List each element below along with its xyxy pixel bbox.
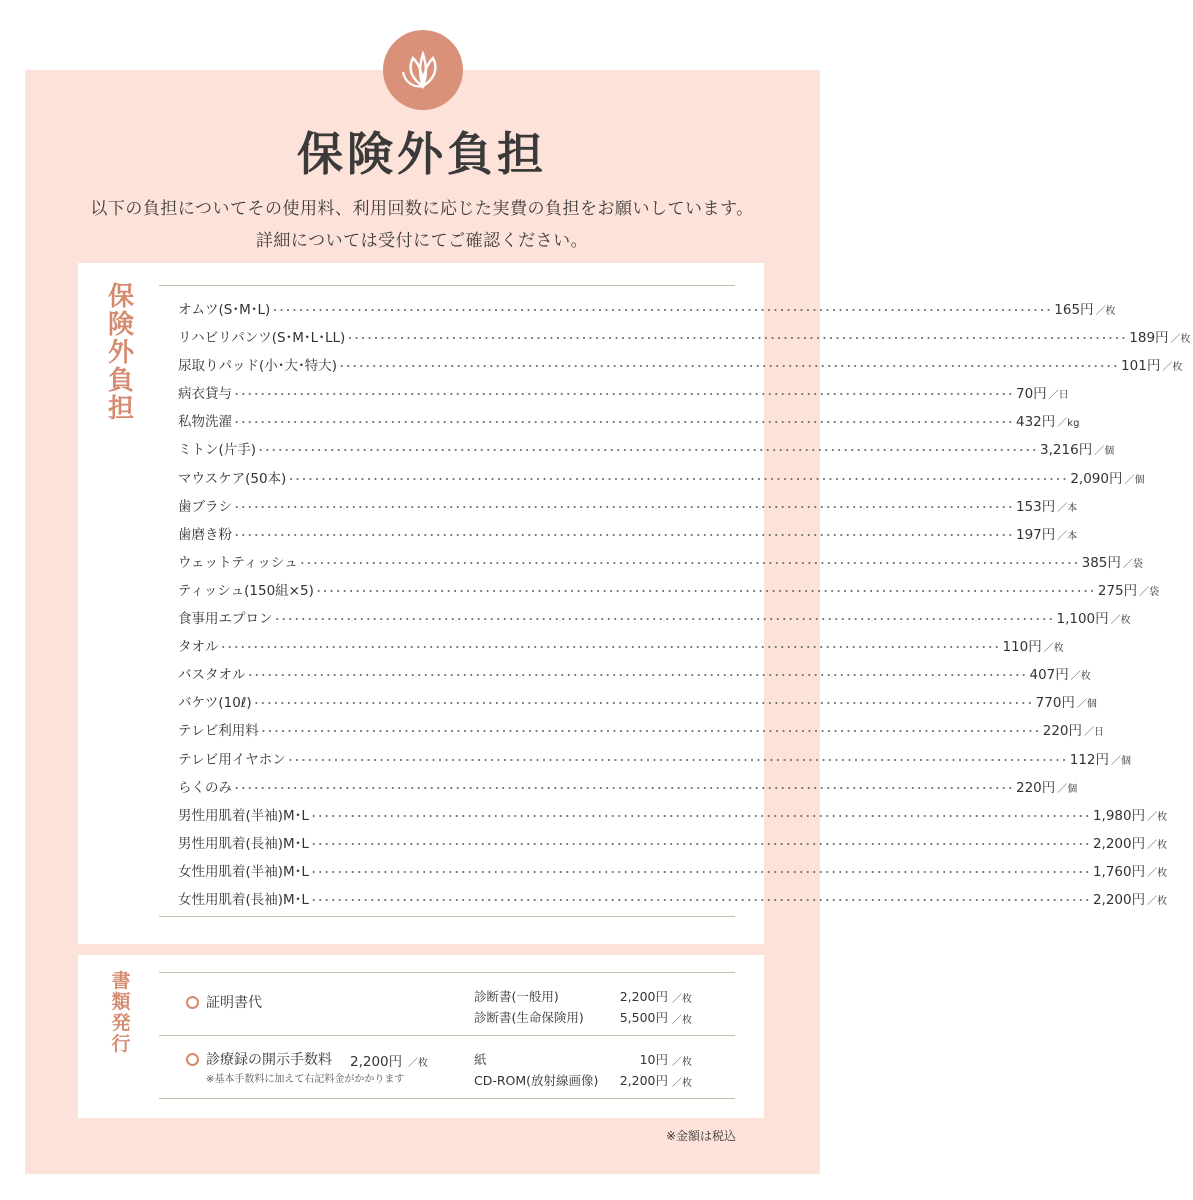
doc-price: 2,200円	[619, 989, 668, 1004]
divider-top	[159, 285, 735, 286]
dot-leader: ････････････････････････････････････････････････････････････････････････････････････････････････････････････････････････	[258, 444, 1039, 458]
item-price: 1,980円	[1092, 807, 1146, 824]
intro-text-line1: 以下の負担についてその使用料、利用回数に応じた実費の負担をお願いしています。	[90, 199, 754, 219]
section-label-vertical	[106, 971, 136, 1055]
item-name: テレビ利用料	[178, 723, 259, 740]
price-row	[178, 579, 1160, 607]
label-char: 類	[111, 991, 131, 1013]
item-price: 2,200円	[1092, 835, 1146, 852]
label-char: 負	[107, 366, 134, 396]
doc-unit: ／枚	[672, 1015, 692, 1026]
price-row	[178, 888, 1168, 916]
price-row	[178, 298, 1116, 326]
item-name: ミトン(片手)	[178, 442, 257, 459]
ring-bullet-icon	[186, 1053, 199, 1066]
dot-leader: ････････････････････････････････････････････････････････････････････････････････････････････････････････････････････････	[347, 332, 1128, 346]
doc-name: 診断書(生命保険用)	[474, 1010, 584, 1025]
doc-unit: ／枚	[672, 994, 692, 1005]
item-unit: ／枚	[1070, 671, 1091, 683]
item-price: 2,200円	[1092, 891, 1146, 908]
doc-unit: ／枚	[672, 1078, 692, 1089]
item-unit: ／本	[1057, 530, 1078, 542]
item-name: 尿取りパッド(小･大･特大)	[178, 358, 338, 375]
item-price: 432円	[1016, 414, 1056, 431]
dot-leader: ････････････････････････････････････････････････････････････････････････････････････････････････････････････････････････	[288, 472, 1069, 486]
item-unit: ／日	[1048, 390, 1069, 402]
price-row	[178, 607, 1131, 635]
item-price: 2,090円	[1070, 470, 1123, 487]
price-row	[178, 776, 1078, 804]
dot-leader: ････････････････････････････････････････････････････････････････････････････････････････････････････････････････････････	[272, 304, 1053, 317]
item-unit: ／枚	[1147, 811, 1168, 823]
price-row	[178, 804, 1168, 832]
item-price: 189円	[1129, 330, 1169, 347]
dot-leader: ････････････････････････････････････････････････････････････････････････････････････････････････････････････････････････	[339, 360, 1120, 374]
document-fee-card	[78, 955, 764, 1118]
item-price: 220円	[1016, 779, 1056, 796]
item-name: 男性用肌着(半袖)M･L	[178, 807, 309, 824]
dot-leader: ････････････････････････････････････････････････････････････････････････････････････････････････････････････････････････	[234, 388, 1014, 402]
item-unit: ／袋	[1139, 586, 1160, 598]
dot-leader: ････････････････････････････････････････････････････････････････････････････････････････････････････････････････････････	[315, 584, 1096, 598]
dot-leader: ････････････････････････････････････････････････････････････････････････････････････････････････････････････････････････	[310, 837, 1091, 851]
price-row	[178, 382, 1069, 410]
dot-leader: ････････････････････････････････････････････････････････････････････････････････････････････････････････････････････････	[310, 809, 1091, 823]
item-unit: ／袋	[1122, 558, 1143, 570]
price-row	[178, 832, 1168, 860]
item-unit: ／個	[1094, 446, 1115, 458]
item-name: ティッシュ(150組×5)	[178, 582, 314, 599]
dot-leader: ････････････････････････････････････････････････････････････････････････････････････････････････････････････････････････	[287, 753, 1068, 767]
doc-name: 診断書(一般用)	[474, 989, 559, 1004]
price-row	[178, 354, 1183, 382]
item-price: 153円	[1016, 498, 1056, 515]
item-price: 1,760円	[1092, 863, 1146, 880]
divider-bottom	[159, 1098, 735, 1099]
item-name: 女性用肌着(半袖)M･L	[178, 863, 309, 880]
certificate-title: 証明書代	[206, 995, 262, 1011]
doc-price: 2,200円	[619, 1073, 668, 1088]
intro-text-line2: 詳細については受付にてご確認ください。	[255, 231, 589, 251]
item-price: 275円	[1097, 582, 1138, 599]
item-unit: ／枚	[1170, 334, 1191, 346]
doc-unit: ／枚	[672, 1057, 692, 1068]
item-name: タオル	[178, 639, 219, 656]
item-unit: ／枚	[1147, 895, 1168, 907]
item-price: 3,216円	[1040, 442, 1093, 459]
dot-leader: ････････････････････････････････････････････････････････････････････････････････････････････････････････････････････････	[234, 528, 1014, 542]
item-price: 197円	[1016, 526, 1056, 543]
item-price: 110円	[1002, 639, 1042, 656]
dot-leader: ････････････････････････････････････････････････････････････････････････････････････････････････････････････････････････	[310, 893, 1091, 907]
label-char: 保	[107, 282, 134, 312]
item-name: 男性用肌着(長袖)M･L	[178, 835, 309, 852]
item-unit: ／日	[1084, 727, 1105, 739]
label-char: 書	[111, 970, 131, 992]
doc-name: CD-ROM(放射線画像)	[474, 1073, 599, 1088]
doc-price: 10円	[639, 1052, 668, 1067]
item-price: 385円	[1081, 554, 1121, 571]
item-name: ウェットティッシュ	[178, 554, 298, 571]
label-char: 行	[111, 1033, 131, 1055]
item-name: 食事用エプロン	[178, 611, 273, 628]
dot-leader: ････････････････････････････････････････････････････････････････････････････････････････････････････････････････････････	[310, 865, 1091, 879]
price-row	[178, 663, 1091, 691]
price-row	[178, 748, 1132, 776]
item-unit: ／kg	[1057, 418, 1080, 430]
item-name: テレビ用イヤホン	[178, 751, 286, 768]
item-price: 407円	[1029, 667, 1069, 684]
label-char: 担	[107, 394, 134, 424]
item-unit: ／枚	[1147, 839, 1168, 851]
price-row	[178, 410, 1080, 438]
dot-leader: ････････････････････････････････････････････････････････････････････････････････････････････････････････････････････････	[260, 725, 1041, 739]
item-unit: ／個	[1057, 783, 1078, 795]
price-row	[178, 495, 1078, 523]
divider-middle	[159, 1035, 735, 1036]
price-row	[178, 691, 1097, 719]
item-price: 70円	[1016, 386, 1047, 403]
doc-price: 5,500円	[619, 1010, 668, 1025]
price-row	[178, 326, 1191, 354]
item-name: 歯ブラシ	[178, 498, 232, 515]
dot-leader: ････････････････････････････････････････････････････････････････････････････････････････････････････････････････････････	[234, 781, 1014, 795]
records-title: 診療録の開示手数料	[206, 1052, 332, 1068]
item-name: マウスケア(50本)	[178, 470, 287, 487]
price-row	[178, 438, 1115, 466]
price-row	[178, 635, 1064, 663]
page-title: 保険外負担	[297, 127, 547, 181]
item-price: 1,100円	[1056, 611, 1109, 628]
price-row	[178, 860, 1168, 888]
records-fee-unit: ／枚	[408, 1058, 428, 1069]
price-list	[178, 298, 1191, 916]
records-note: ※基本手数料に加えて右記料金がかかります	[206, 1074, 405, 1085]
section-label-vertical	[106, 283, 136, 423]
item-name: リハビリパンツ(S･M･L･LL)	[178, 330, 346, 347]
item-name: 女性用肌着(長袖)M･L	[178, 891, 309, 908]
dot-leader: ････････････････････････････････････････････････････････････････････････････････････････････････････････････････････････	[247, 669, 1028, 683]
lotus-logo-icon	[383, 30, 463, 110]
item-unit: ／個	[1076, 699, 1097, 711]
divider-top	[159, 972, 735, 973]
dot-leader: ････････････････････････････････････････････････････････････････････････････････････････････････････････････････････････	[299, 556, 1080, 570]
item-name: バスタオル	[178, 667, 246, 684]
price-row	[178, 523, 1078, 551]
item-unit: ／枚	[1110, 615, 1131, 627]
dot-leader: ････････････････････････････････････････････････････････････････････････････････････････････････････････････････････････	[234, 500, 1014, 514]
dot-leader: ････････････････････････････････････････････････････････････････････････････････････････････････････････････････････････	[234, 416, 1014, 430]
item-name: オムツ(S･M･L)	[178, 302, 271, 318]
label-char: 険	[107, 310, 134, 340]
price-row	[178, 719, 1105, 747]
item-unit: ／個	[1111, 755, 1132, 767]
item-price: 770円	[1035, 695, 1075, 712]
records-fee: 2,200円	[350, 1054, 403, 1070]
label-char: 外	[107, 338, 134, 368]
item-name: 歯磨き粉	[178, 526, 232, 543]
label-char: 発	[111, 1012, 131, 1034]
item-name: 私物洗濯	[178, 414, 232, 431]
item-name: バケツ(10ℓ)	[178, 695, 252, 712]
item-name: らくのみ	[178, 779, 232, 796]
item-price: 112円	[1069, 751, 1110, 768]
dot-leader: ････････････････････････････････････････････････････････････････････････････････････････････････････････････････････････	[274, 613, 1055, 627]
dot-leader: ････････････････････････････････････････････････････････････････････････････････････････････････････････････････････････	[220, 641, 1001, 655]
divider-bottom	[159, 916, 735, 917]
price-list-card	[78, 263, 1191, 944]
item-price: 101円	[1121, 358, 1161, 375]
ring-bullet-icon	[186, 996, 199, 1009]
item-unit: ／枚	[1043, 643, 1064, 655]
price-row	[178, 551, 1143, 579]
price-row	[178, 467, 1145, 495]
item-price: 165円	[1054, 302, 1094, 318]
tax-note: ※金額は税込	[665, 1129, 736, 1143]
item-unit: ／枚	[1095, 306, 1116, 317]
item-unit: ／本	[1057, 502, 1078, 514]
item-unit: ／個	[1124, 474, 1145, 486]
item-unit: ／枚	[1162, 362, 1183, 374]
doc-name: 紙	[474, 1052, 487, 1067]
item-name: 病衣貸与	[178, 386, 232, 403]
item-price: 220円	[1042, 723, 1083, 740]
item-unit: ／枚	[1147, 867, 1168, 879]
dot-leader: ････････････････････････････････････････････････････････････････････････････････････････････････････････････････････････	[253, 697, 1034, 711]
